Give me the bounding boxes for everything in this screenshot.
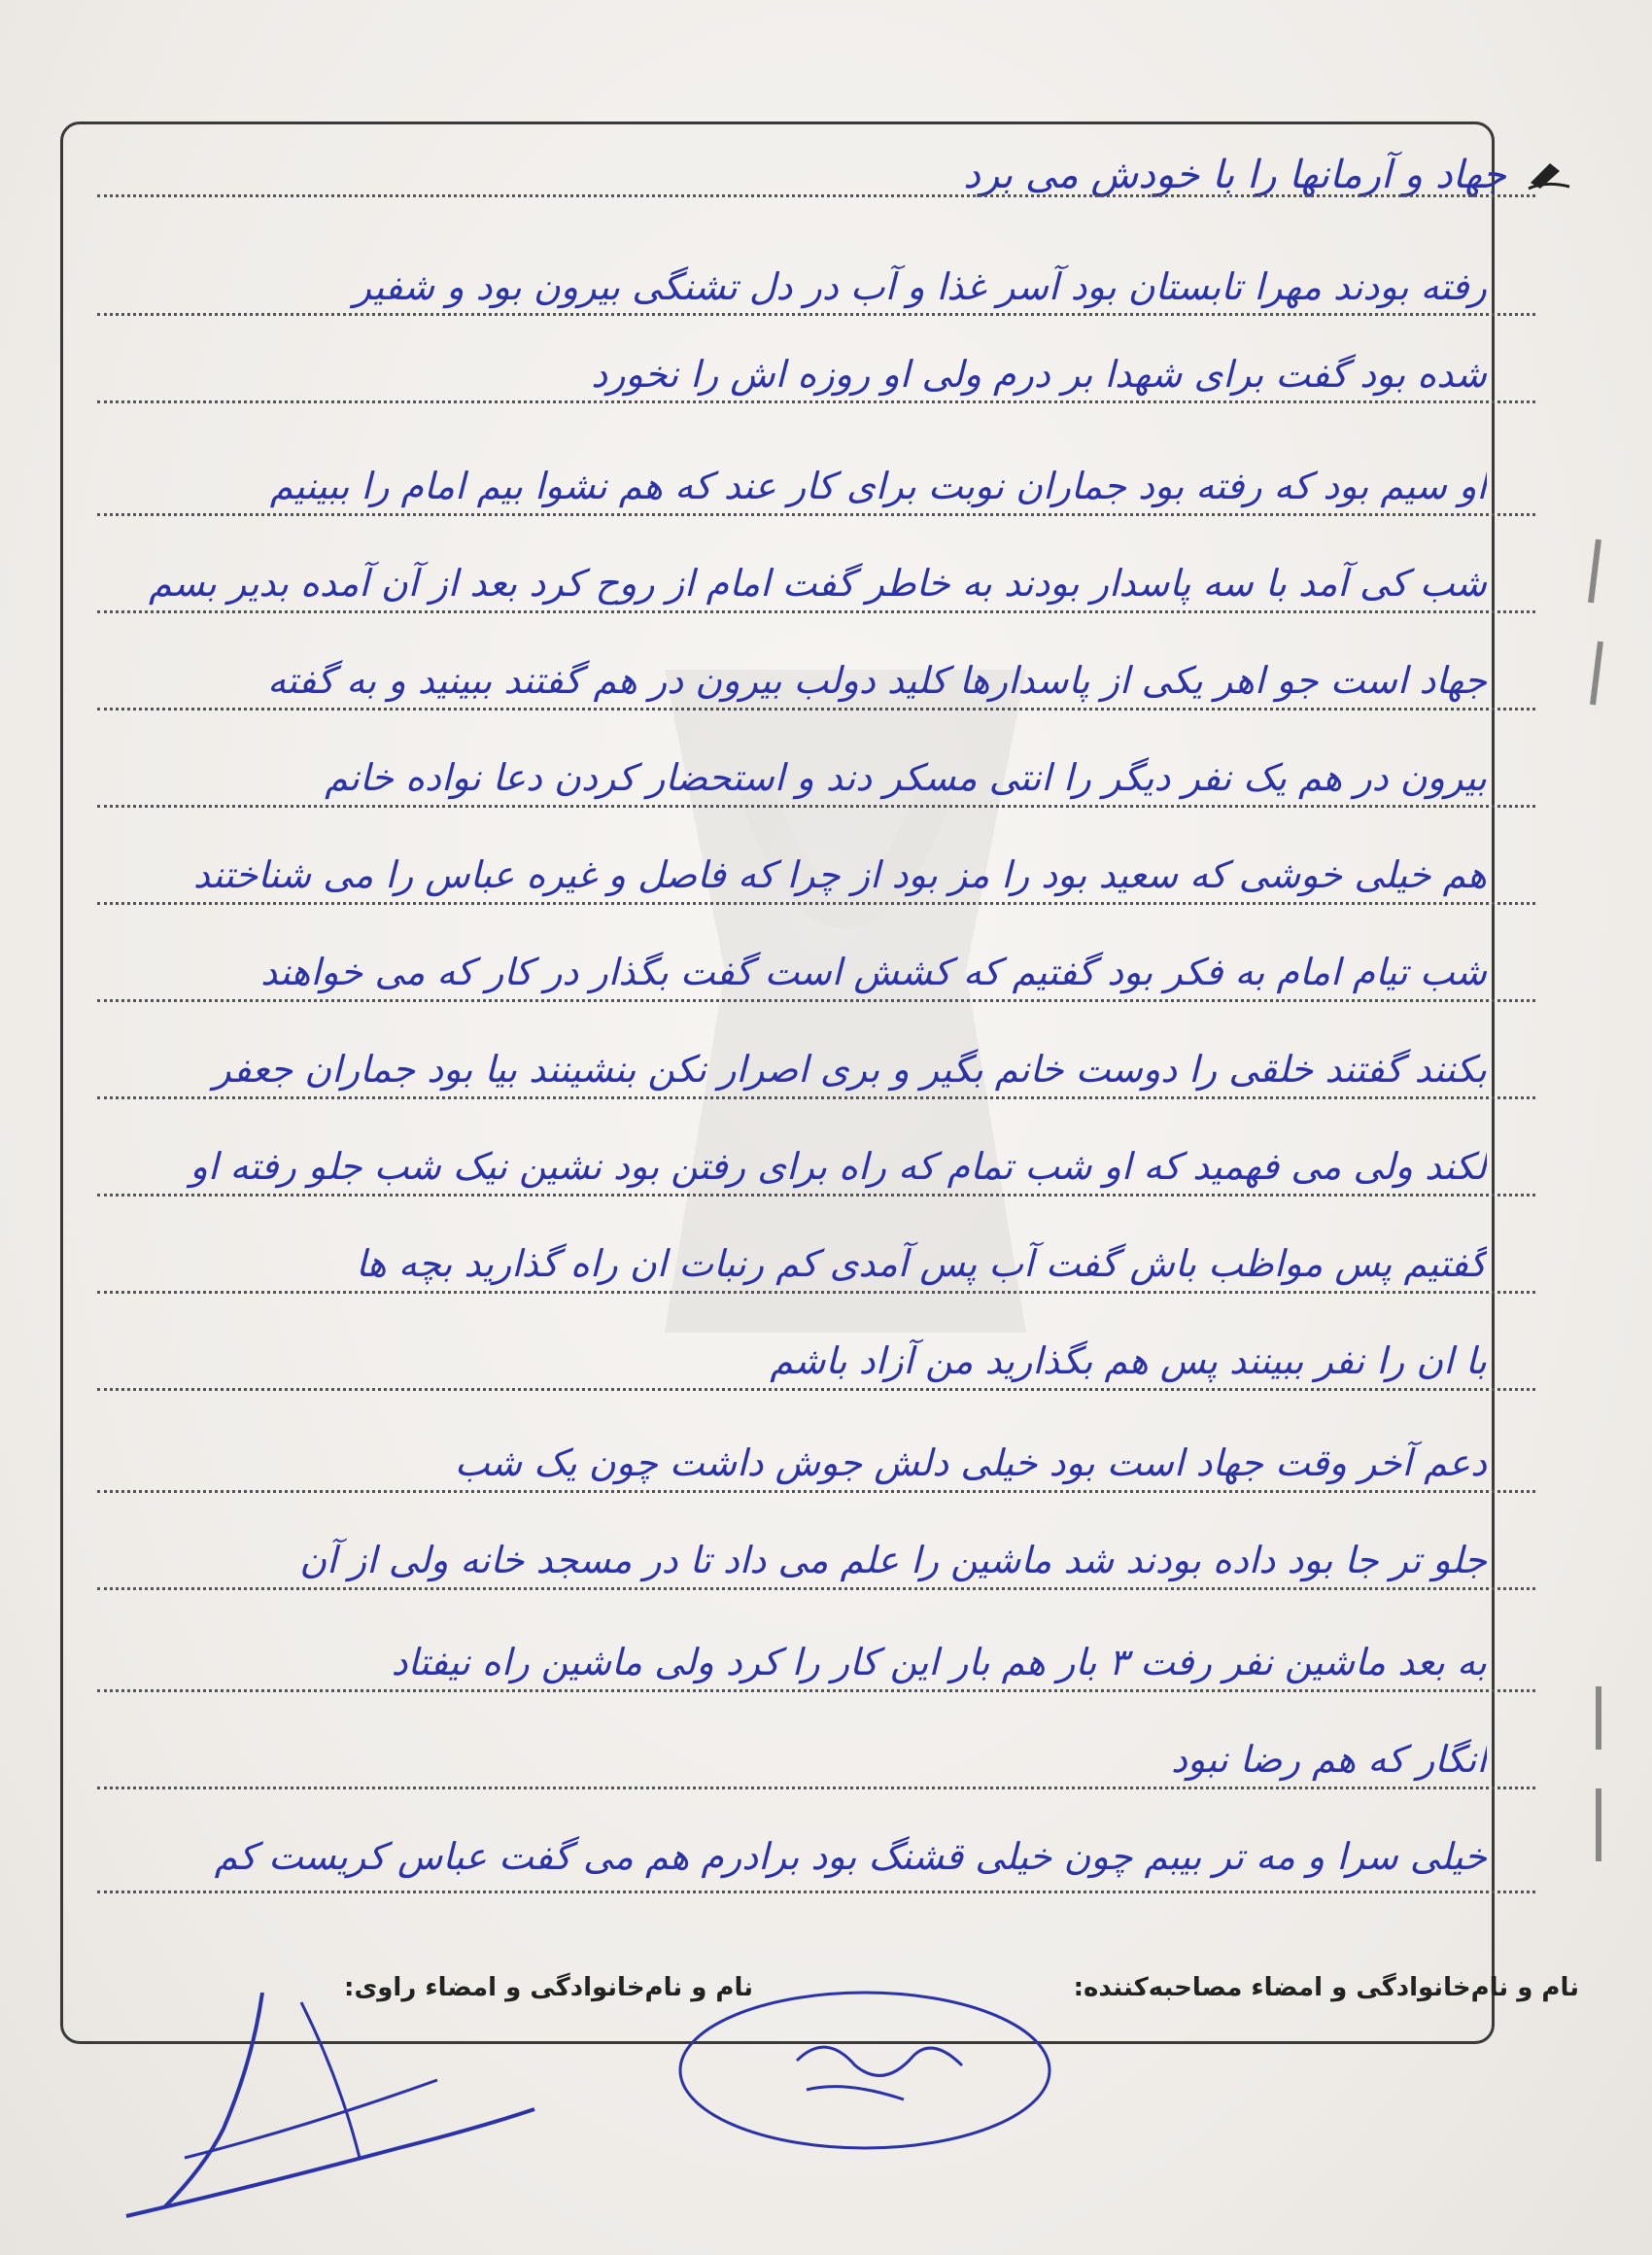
ruled-line (97, 1291, 1535, 1294)
ruled-line (97, 999, 1535, 1002)
ruled-line (97, 1388, 1535, 1391)
text-line-5: جهاد است جو اهر یکی از پاسدارها کلید دولب بیرون در هم گفتند ببینید و به گفته (267, 659, 1487, 702)
text-line-9: بکنند گفتند خلقی را دوست خانم بگیر و بری اصرار نکن بنشینند بیا بود جماران جعفر (213, 1048, 1487, 1091)
text-line-17: خیلی سرا و مه تر بیبم چون خیلی قشنگ بود برادرم هم می گفت عباس کریست کم (214, 1835, 1487, 1878)
ruled-line (97, 513, 1535, 516)
text-line-8: شب تیام امام به فکر بود گفتیم که کشش است گفت بگذار در کار که می خواهند (260, 951, 1487, 993)
text-line-12: با ان را نفر ببینند پس هم بگذارید من آزاد باشم (770, 1339, 1487, 1382)
text-line-10: لکند ولی می فهمید که او شب تمام که راه برای رفتن بود نشین نیک شب جلو رفته او (189, 1145, 1487, 1188)
staple-bottom (1584, 1682, 1613, 1866)
pen-icon (1526, 154, 1574, 192)
ruled-line (97, 1587, 1535, 1590)
narrator-signature (107, 1963, 554, 2245)
ruled-line (97, 1096, 1535, 1099)
ruled-line (97, 1689, 1535, 1692)
text-line-13: دعم آخر وقت جهاد است بود خیلی دلش جوش داشت چون یک شب (454, 1441, 1487, 1484)
text-line-3: او سیم بود که رفته بود جماران نوبت برای کار عند که هم نشوا بیم امام را ببینیم (269, 465, 1487, 507)
ruled-line (97, 1787, 1535, 1789)
narrator-label: نام و نام‌خانوادگی و امضاء راوی: (344, 1973, 753, 2002)
text-line-15: به بعد ماشین نفر رفت ۳ بار هم بار این کار را کرد ولی ماشین راه نیفتاد (391, 1641, 1487, 1683)
ruled-line (97, 902, 1535, 905)
text-line-6: بیرون در هم یک نفر دیگر را انتی مسکر دند و استحضار کردن دعا نواده خانم (325, 756, 1487, 799)
text-line-16: انگار که هم رضا نبود (1171, 1738, 1487, 1781)
ruled-line (97, 1490, 1535, 1493)
ruled-line (97, 313, 1535, 316)
ruled-line (97, 400, 1535, 403)
ruled-line (97, 708, 1535, 711)
text-line-14: جلو تر جا بود داده بودند شد ماشین را علم می داد تا در مسجد خانه ولی از آن (299, 1539, 1487, 1581)
ruled-line (97, 1194, 1535, 1197)
text-line-4: شب کی آمد با سه پاسدار بودند به خاطر گفت امام از روح کرد بعد از آن آمده بدیر بسم (149, 562, 1487, 605)
ruled-line (97, 805, 1535, 808)
text-line-1: رفته بودند مهرا تابستان بود آسر غذا و آب در دل تشنگی بیرون بود و شفیر (353, 265, 1487, 308)
ruled-line (97, 1891, 1535, 1893)
ruled-line (97, 194, 1535, 197)
interviewer-label: نام و نام‌خانوادگی و امضاء مصاحبه‌کننده: (1073, 1973, 1579, 2002)
staple-top (1579, 535, 1618, 710)
page-title: جهاد و آرمانها را با خودش می برد (963, 153, 1506, 197)
text-line-11: گفتیم پس مواظب باش گفت آب پس آمدی کم رنبات ان راه گذارید بچه ها (356, 1242, 1487, 1285)
text-line-2: شده بود گفت برای شهدا بر درم ولی او روزه اش را نخورد (591, 353, 1487, 396)
interviewer-signature (671, 1973, 1079, 2168)
text-line-7: هم خیلی خوشی که سعید بود را مز بود از چرا که فاصل و غیره عباس را می شناختند (192, 853, 1487, 896)
ruled-line (97, 610, 1535, 613)
